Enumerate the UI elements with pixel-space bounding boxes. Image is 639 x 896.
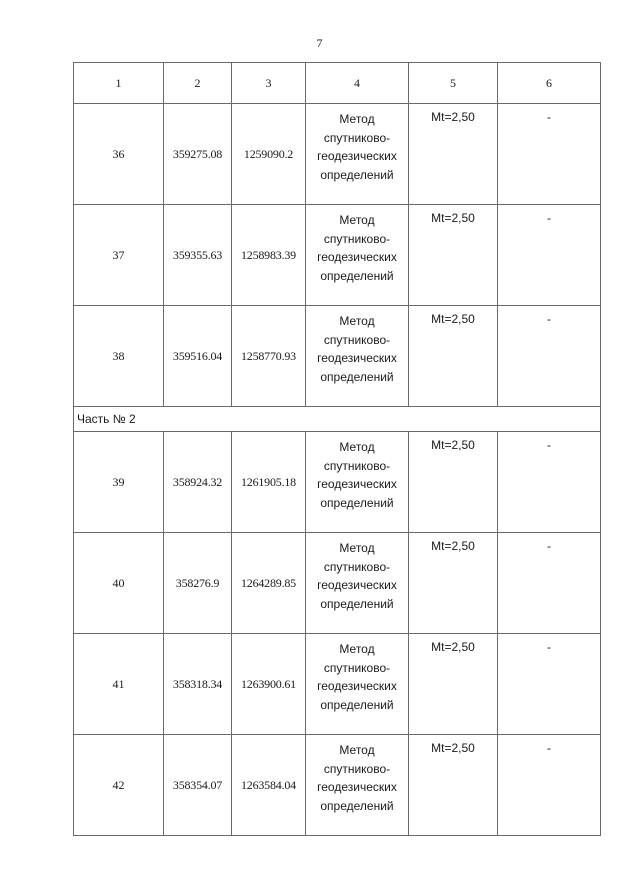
coord-y: 1259090.2	[232, 104, 306, 205]
method-cell	[306, 533, 409, 634]
coord-x: 358318.34	[164, 634, 232, 735]
accuracy-cell: Mt=2,50	[409, 432, 498, 533]
description-cell: -	[498, 306, 601, 407]
coord-y: 1263584.04	[232, 735, 306, 836]
section-label: Часть № 2	[74, 407, 601, 432]
method-cell	[306, 306, 409, 407]
point-number: 42	[74, 735, 164, 836]
point-number: 40	[74, 533, 164, 634]
method-line: определений	[320, 697, 394, 712]
col-header-3: 3	[232, 63, 306, 104]
method-cell	[306, 735, 409, 836]
accuracy-cell: Mt=2,50	[409, 104, 498, 205]
section-row	[74, 407, 601, 432]
method-line: геодезических	[317, 250, 397, 264]
method-cell	[306, 432, 409, 533]
accuracy-cell: Mt=2,50	[409, 205, 498, 306]
method-line: определений	[320, 798, 394, 813]
coord-x: 358354.07	[164, 735, 232, 836]
method-line: определений	[320, 268, 394, 283]
col-header-1: 1	[74, 63, 164, 104]
col-header-2: 2	[164, 63, 232, 104]
method-line: Метод	[339, 743, 375, 757]
method-line: спутниково-	[323, 761, 391, 776]
method-cell	[306, 104, 409, 205]
coord-x: 358924.32	[164, 432, 232, 533]
point-number: 38	[74, 306, 164, 407]
method-line: геодезических	[317, 679, 397, 693]
coordinates-table	[73, 62, 601, 836]
point-number: 41	[74, 634, 164, 735]
coord-y: 1264289.85	[232, 533, 306, 634]
table-row	[74, 205, 601, 306]
method-line: геодезических	[317, 149, 397, 163]
col-header-5: 5	[409, 63, 498, 104]
method-line: Метод	[339, 440, 375, 454]
point-number: 37	[74, 205, 164, 306]
page-number: 7	[316, 36, 323, 50]
method-line: геодезических	[317, 477, 397, 491]
accuracy-cell: Mt=2,50	[409, 306, 498, 407]
coord-y: 1258983.39	[232, 205, 306, 306]
table-row	[74, 306, 601, 407]
method-line: Метод	[339, 314, 375, 328]
method-line: Метод	[339, 213, 375, 227]
description-cell: -	[498, 735, 601, 836]
description-cell: -	[498, 533, 601, 634]
accuracy-cell: Mt=2,50	[409, 735, 498, 836]
accuracy-cell: Mt=2,50	[409, 634, 498, 735]
description-cell: -	[498, 104, 601, 205]
method-line: определений	[320, 369, 394, 384]
method-line: спутниково-	[323, 660, 391, 675]
accuracy-cell: Mt=2,50	[409, 533, 498, 634]
col-header-4: 4	[306, 63, 409, 104]
description-cell: -	[498, 432, 601, 533]
coord-y: 1261905.18	[232, 432, 306, 533]
method-line: Метод	[339, 541, 375, 555]
coord-x: 359516.04	[164, 306, 232, 407]
coord-y: 1258770.93	[232, 306, 306, 407]
description-cell: -	[498, 634, 601, 735]
point-number: 39	[74, 432, 164, 533]
table-row	[74, 634, 601, 735]
method-line: определений	[320, 495, 394, 510]
method-line: спутниково-	[323, 559, 391, 574]
method-line: геодезических	[317, 351, 397, 365]
coord-y: 1263900.61	[232, 634, 306, 735]
coord-x: 359355.63	[164, 205, 232, 306]
table-row	[74, 735, 601, 836]
coord-x: 359275.08	[164, 104, 232, 205]
method-line: определений	[320, 167, 394, 182]
header-row	[74, 63, 601, 104]
table-row	[74, 432, 601, 533]
method-cell	[306, 634, 409, 735]
method-line: спутниково-	[323, 458, 391, 473]
point-number: 36	[74, 104, 164, 205]
method-line: определений	[320, 596, 394, 611]
table-row	[74, 533, 601, 634]
method-line: геодезических	[317, 780, 397, 794]
table-row	[74, 104, 601, 205]
method-line: геодезических	[317, 578, 397, 592]
method-line: спутниково-	[323, 231, 391, 246]
method-cell	[306, 205, 409, 306]
description-cell: -	[498, 205, 601, 306]
method-line: спутниково-	[323, 332, 391, 347]
method-line: Метод	[339, 642, 375, 656]
method-line: Метод	[339, 112, 375, 126]
method-line: спутниково-	[323, 130, 391, 145]
col-header-6: 6	[498, 63, 601, 104]
coord-x: 358276.9	[164, 533, 232, 634]
